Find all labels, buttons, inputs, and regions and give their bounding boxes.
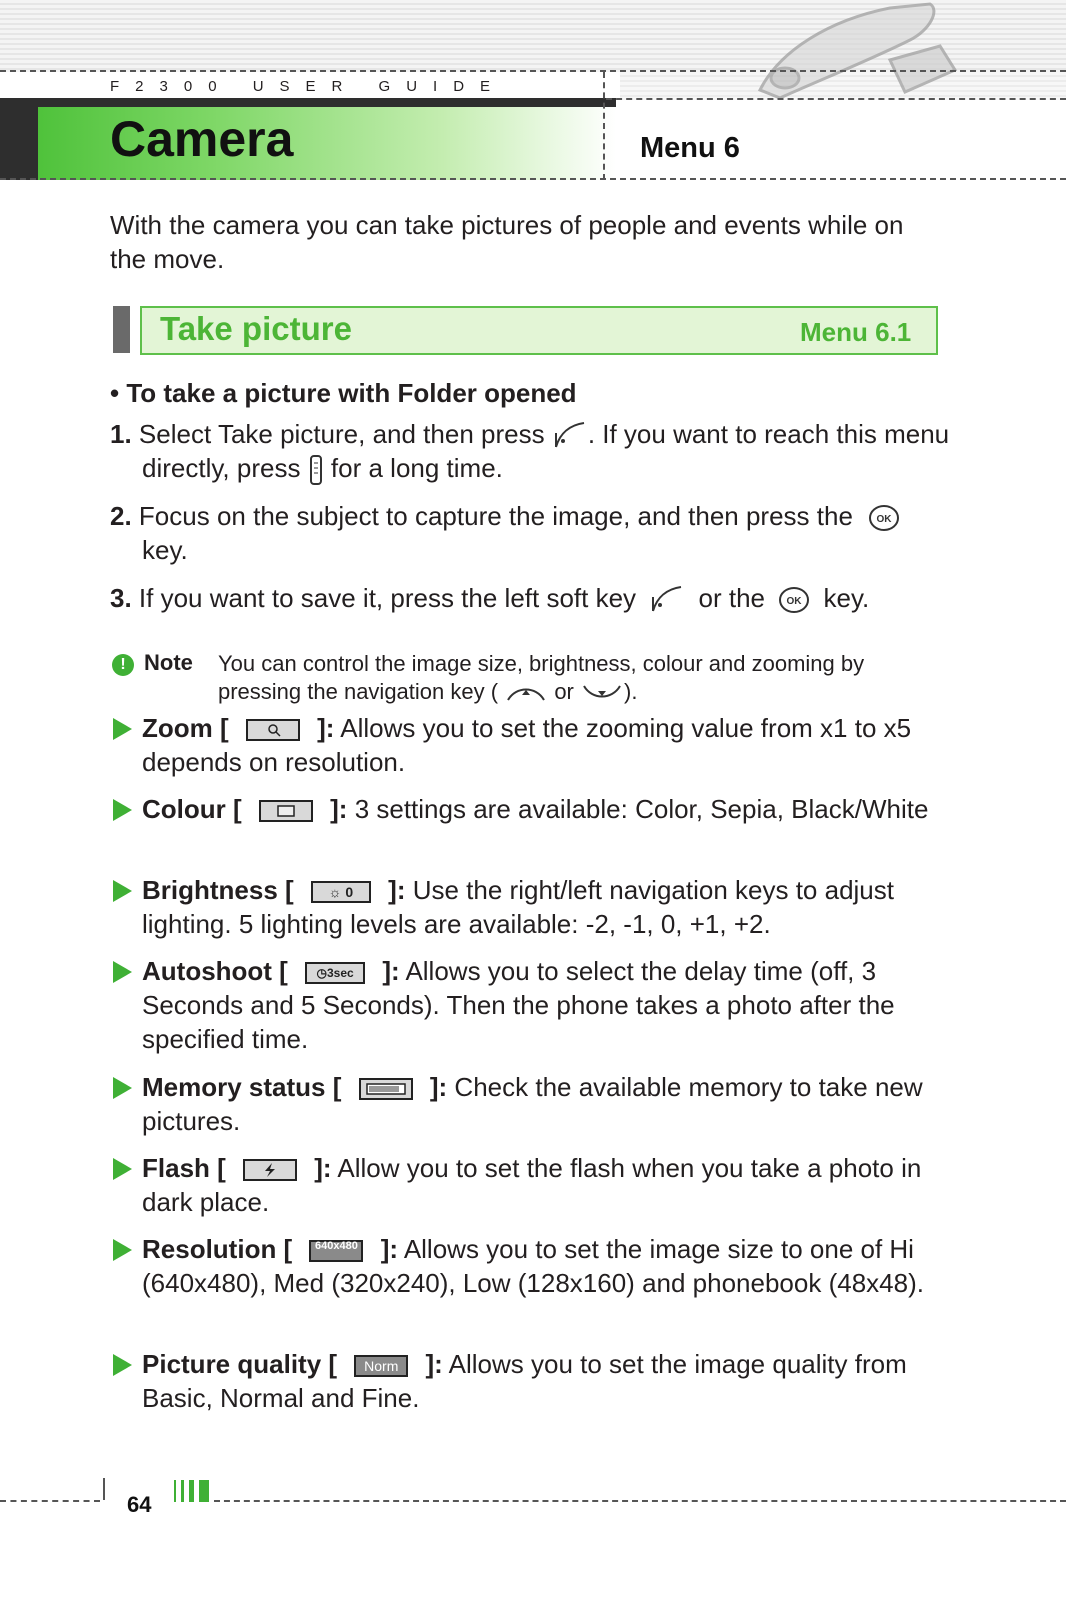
resolution-icon: 640x480 xyxy=(309,1240,363,1262)
bullet-arrow-icon xyxy=(113,1077,132,1099)
header-dash-bottom xyxy=(0,178,1066,180)
setting-name: Memory status [ xyxy=(142,1072,342,1102)
note-text: You can control the image size, brightness, colour and zooming by pressing the navigation key ( or ). xyxy=(218,651,865,704)
soft-key-left-icon xyxy=(552,421,588,451)
setting-name: Picture quality [ xyxy=(142,1349,338,1379)
note-icon: ! xyxy=(112,654,134,676)
setting-autoshoot: Autoshoot [ ◷3sec ]: Allows you to select the delay time (off, 3 Seconds and 5 Seconds). Then the phone takes a photo after the specified time. xyxy=(142,956,895,1054)
header-dash-right xyxy=(606,98,1066,100)
bullet-arrow-icon xyxy=(113,1158,132,1180)
timer-icon: ◷3sec xyxy=(305,962,365,984)
setting-picture-quality: Picture quality [ Norm ]: Allows you to set the image quality from Basic, Normal and Fine. xyxy=(142,1349,907,1413)
soft-key-left-icon xyxy=(649,585,685,615)
bullet-arrow-icon xyxy=(113,1239,132,1261)
footer-dash-left xyxy=(0,1500,100,1502)
svg-text:OK: OK xyxy=(876,514,892,526)
footer-tick xyxy=(103,1478,105,1500)
svg-text:OK: OK xyxy=(786,596,802,608)
ok-key-icon xyxy=(868,504,900,532)
page-number: 64 xyxy=(127,1492,152,1517)
setting-name: Flash [ xyxy=(142,1153,226,1183)
footer-dash-right xyxy=(214,1500,1066,1502)
colour-icon xyxy=(259,800,313,822)
step-3: 3. If you want to save it, press the left soft key or the OK key. xyxy=(110,581,950,615)
setting-brightness: Brightness [ ☼ 0 ]: Use the right/left navigation keys to adjust lighting. 5 lighting levels are available: -2, -1, 0, +1, +2. xyxy=(142,875,894,939)
ok-key-icon xyxy=(778,586,810,614)
nav-up-key-icon xyxy=(504,682,548,704)
bullet-arrow-icon xyxy=(113,961,132,983)
zoom-icon xyxy=(246,719,300,741)
setting-name: Colour [ xyxy=(142,794,242,824)
bullet-arrow-icon xyxy=(113,799,132,821)
subheading: • To take a picture with Folder opened xyxy=(110,378,577,408)
header-dark-bar xyxy=(0,98,616,107)
setting-zoom: Zoom [ ]: Allows you to set the zooming value from x1 to x5 depends on resolution. xyxy=(142,713,912,777)
footer-bars-icon xyxy=(174,1480,214,1502)
section-menu-number: Menu 6.1 xyxy=(800,317,912,347)
intro-text: With the camera you can take pictures of people and events while on the move. xyxy=(110,210,904,274)
setting-name: Zoom [ xyxy=(142,713,229,743)
camera-side-key-icon xyxy=(308,454,324,486)
bullet-arrow-icon xyxy=(113,1354,132,1376)
clock-icon: ◷ xyxy=(316,966,327,981)
phone-illustration xyxy=(740,0,970,100)
nav-down-key-icon xyxy=(580,682,624,704)
sun-icon: ☼ xyxy=(328,884,342,901)
setting-colour: Colour [ ]: 3 settings are available: Color, Sepia, Black/White xyxy=(142,794,929,824)
header-divider xyxy=(603,72,605,180)
step-number: 2. xyxy=(110,501,132,531)
flash-icon xyxy=(243,1159,297,1181)
setting-name: Resolution [ xyxy=(142,1234,293,1264)
note-label: Note xyxy=(144,650,193,675)
setting-name: Brightness [ xyxy=(142,875,294,905)
brightness-icon: ☼ 0 xyxy=(311,881,371,903)
header-left-block xyxy=(0,107,38,180)
setting-resolution: Resolution [ 640x480 ]: Allows you to set the image size to one of Hi (640x480), Med (320x240), Low (128x160) and phonebook (48x48). xyxy=(142,1234,924,1298)
section-marker xyxy=(113,306,130,353)
menu-number: Menu 6 xyxy=(640,132,740,164)
setting-memory-status: Memory status [ ]: Check the available memory to take new pictures. xyxy=(142,1072,923,1136)
step-number: 3. xyxy=(110,583,132,613)
section-title: Take picture xyxy=(160,310,352,347)
step-number: 1. xyxy=(110,419,132,449)
bullet-arrow-icon xyxy=(113,880,132,902)
guide-label: F2300 USER GUIDE xyxy=(110,78,507,95)
bullet-arrow-icon xyxy=(113,718,132,740)
setting-flash: Flash [ ]: Allow you to set the flash when you take a photo in dark place. xyxy=(142,1153,922,1217)
setting-name: Autoshoot [ xyxy=(142,956,288,986)
step-2: 2. Focus on the subject to capture the image, and then press the OK key. xyxy=(110,499,950,567)
page-title: Camera xyxy=(110,111,294,167)
header-dash-top xyxy=(0,70,1066,72)
step-1: 1. Select Take picture, and then press . If you want to reach this menu directly, press for a long time. xyxy=(110,417,950,486)
quality-icon: Norm xyxy=(354,1355,408,1377)
memory-icon xyxy=(359,1078,413,1100)
